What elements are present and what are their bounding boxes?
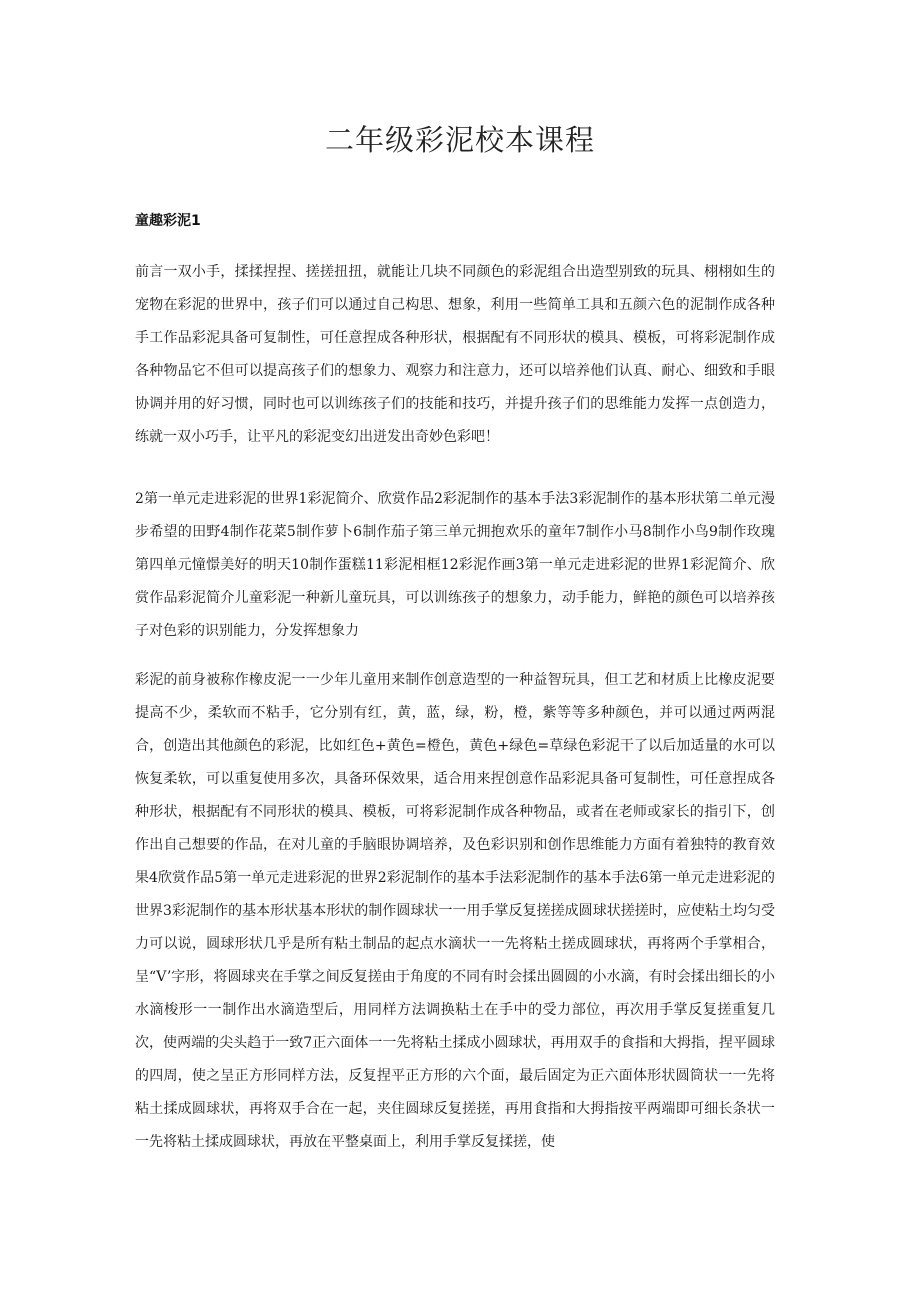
paragraph-preface: 前言一双小手，揉揉捏捏、搓搓扭扭，就能让几块不同颜色的彩泥组合出造型别致的玩具、栩栩如生的宠物在彩泥的世界中，孩子们可以通过自己构思、想象，利用一些简单工具和五颜六色的泥制作成各种手工作品彩泥具备可复制性，可任意捏成各种形状，根据配有不同形状的模具、模板，可将彩泥制作成各种物品它不但可以提高孩子们的想象力、观察力和注意力，还可以培养他们认真、耐心、细致和手眼协调并用的好习惯，同时也可以训练孩子们的技能和技巧，并提升孩子们的思维能力发挥一点创造力，练就一双小巧手，让平凡的彩泥变幻出迸发出奇妙色彩吧！ (135, 264, 775, 445)
document-title: 二年级彩泥校本课程 (324, 123, 595, 157)
paragraph-body: 彩泥的前身被称作橡皮泥一一少年儿童用来制作创意造型的一种益智玩具，但工艺和材质上比橡皮泥要提高不少，柔软而不粘手，它分别有红，黄，蓝，绿，粉，橙，紫等等多种颜色，并可以通过两两混合，创造出其他颜色的彩泥，比如红色+黄色=橙色，黄色+绿色=草绿色彩泥干了以后加适量的水可以恢复柔软，可以重复使用多次，具备环保效果，适合用来捏创意作品彩泥具备可复制性，可任意捏成各种形状，根据配有不同形状的模具、模板，可将彩泥制作成各种物品，或者在老师或家长的指引下，创作出自己想要的作品，在对儿童的手脑眼协调培养，及色彩识别和创作思维能力方面有着独特的教育效果4欣赏作品5第一单元走进彩泥的世界2彩泥制作的基本手法彩泥制作的基本手法6第一单元走进彩泥的世界3彩泥制作的基本形状基本形状的制作圆球状一一用手掌反复搓搓成圆球状搓搓时，应使粘土均匀受力可以说，圆球形状几乎是所有粘土制品的起点水滴状一一先将粘土搓成圆球状，再将两个手掌相合，呈“V’字形，将圆球夹在手掌之间反复搓由于角度的不同有时会揉出圆圆的小水滴，有时会揉出细长的小水滴梭形一一制作出水滴造型后，用同样方法调换粘土在手中的受力部位，再次用手掌反复搓重复几次，使两端的尖头趋于一致7正六面体一一先将粘土揉成小圆球状，再用双手的食指和大拇指，捏平圆球的四周，使之呈正方形同样方法，反复捏平正方形的六个面，最后固定为正六面体形状圆筒状一一先将粘土揉成圆球状，再将双手合在一起，夹住圆球反复搓搓，再用食指和大拇指按平两端即可细长条状一一先将粘土揉成圆球状，再放在平整桌面上，利用手掌反复揉搓，使 (135, 672, 775, 1150)
paragraph-contents: 2第一单元走进彩泥的世界1彩泥简介、欣赏作品2彩泥制作的基本手法3彩泥制作的基本形状第二单元漫步希望的田野4制作花菜5制作萝卜6制作茄子第三单元拥抱欢乐的童年7制作小马8制作小鸟9制作玫瑰第四单元憧憬美好的明天10制作蛋糕11彩泥相框12彩泥作画3第一单元走进彩泥的世界1彩泥简介、欣赏作品彩泥简介儿童彩泥一种新儿童玩具，可以训练孩子的想象力，动手能力，鲜艳的颜色可以培养孩子对色彩的识别能力，分发挥想象力 (135, 491, 775, 639)
section-subtitle: 童趣彩泥1 (135, 213, 201, 229)
